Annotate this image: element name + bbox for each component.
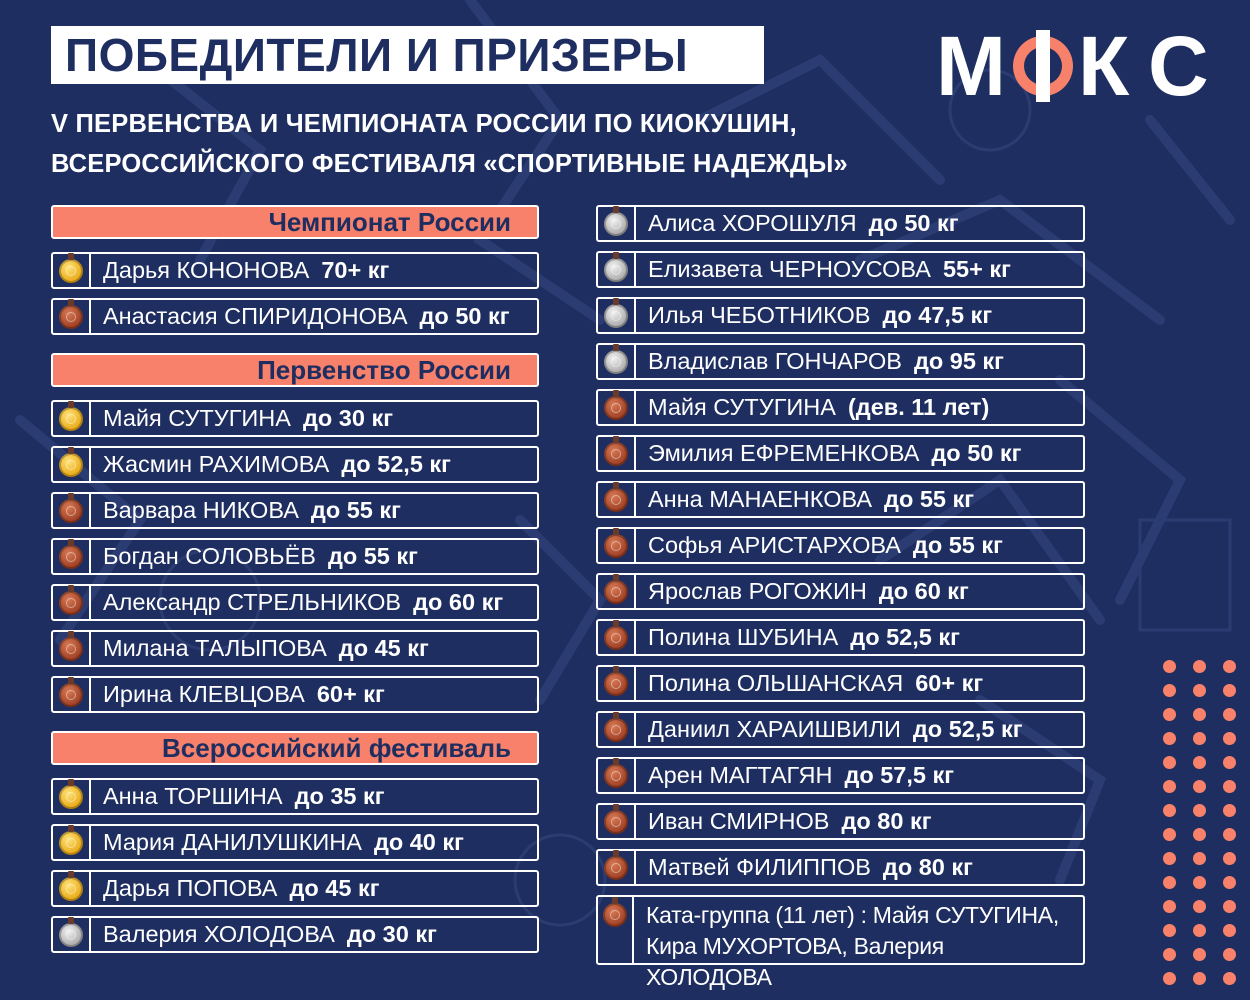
- silver-medal-icon: [604, 212, 628, 236]
- winner-row: [596, 573, 1085, 610]
- weight-category: до 35 кг: [294, 783, 385, 809]
- decorative-dot: [1223, 852, 1236, 865]
- gold-medal-icon: [59, 785, 83, 809]
- decorative-dot: [1223, 828, 1236, 841]
- winner-label: [636, 762, 954, 789]
- bronze-medal-icon: [604, 626, 628, 650]
- winner-row: [51, 676, 539, 713]
- weight-category: до 55 кг: [327, 543, 418, 569]
- medal-cell: [598, 299, 636, 332]
- medal-cell: [598, 391, 636, 424]
- decorative-dot: [1193, 900, 1206, 913]
- weight-category: 60+ кг: [316, 681, 385, 707]
- winner-row: [51, 400, 539, 437]
- athlete-name: Илья ЧЕБОТНИКОВ: [648, 302, 871, 328]
- page-title: ПОБЕДИТЕЛИ И ПРИЗЕРЫ: [51, 26, 764, 84]
- athlete-name: Иван СМИРНОВ: [648, 808, 830, 834]
- bronze-medal-icon: [604, 442, 628, 466]
- athlete-name: Полина ШУБИНА: [648, 624, 839, 650]
- winner-label: [636, 716, 1023, 743]
- medal-cell: [53, 826, 91, 859]
- winner-row: [596, 757, 1085, 794]
- athlete-name: Владислав ГОНЧАРОВ: [648, 348, 902, 374]
- medal-cell: [53, 632, 91, 665]
- page-subtitle: [51, 104, 951, 184]
- winner-label: [636, 624, 960, 651]
- weight-category: (дев. 11 лет): [847, 394, 990, 420]
- decorative-dot: [1163, 876, 1176, 889]
- silver-medal-icon: [604, 258, 628, 282]
- winner-label: [91, 497, 401, 524]
- medal-cell: [53, 300, 91, 333]
- winner-row: [596, 205, 1085, 242]
- athlete-name: Майя СУТУГИНА: [648, 394, 836, 420]
- winner-label: [91, 257, 389, 284]
- athlete-name: Полина ОЛЬШАНСКАЯ: [648, 670, 904, 696]
- athlete-name: Софья АРИСТАРХОВА: [648, 532, 901, 558]
- gold-medal-icon: [59, 259, 83, 283]
- winner-row: [596, 619, 1085, 656]
- winner-row: [596, 711, 1085, 748]
- weight-category: 60+ кг: [915, 670, 984, 696]
- bronze-medal-icon: [604, 396, 628, 420]
- winner-label: [91, 829, 464, 856]
- weight-category: до 52,5 кг: [850, 624, 960, 650]
- decorative-dot: [1193, 732, 1206, 745]
- medal-cell: [53, 872, 91, 905]
- decorative-dot: [1163, 660, 1176, 673]
- silver-medal-icon: [59, 923, 83, 947]
- decorative-dot: [1163, 708, 1176, 721]
- winner-row: [596, 895, 1085, 990]
- athlete-name: Елизавета ЧЕРНОУСОВА: [648, 256, 931, 282]
- winner-label: [91, 783, 385, 810]
- athlete-name: Богдан СОЛОВЬЁВ: [103, 543, 316, 569]
- bronze-medal-icon: [59, 545, 83, 569]
- winner-label: [636, 486, 974, 513]
- winner-row: [51, 824, 539, 861]
- decorative-dot: [1223, 948, 1236, 961]
- winner-label: [91, 451, 451, 478]
- decorative-dot: [1163, 756, 1176, 769]
- medal-cell: [598, 253, 636, 286]
- winner-row: [51, 630, 539, 667]
- decorative-dot: [1223, 876, 1236, 889]
- gold-medal-icon: [59, 407, 83, 431]
- winner-label: [91, 405, 393, 432]
- athlete-name: Ирина КЛЕВЦОВА: [103, 681, 305, 707]
- winner-label: [91, 303, 510, 330]
- decorative-dot: [1193, 660, 1206, 673]
- decorative-dot: [1223, 708, 1236, 721]
- medal-cell: [598, 437, 636, 470]
- winner-label: [91, 589, 503, 616]
- winner-label: [636, 210, 959, 237]
- gold-medal-icon: [59, 877, 83, 901]
- athlete-name: Анастасия СПИРИДОНОВА: [103, 303, 408, 329]
- decorative-dot: [1223, 972, 1236, 985]
- winner-row: [51, 778, 539, 815]
- winner-row: [596, 435, 1085, 472]
- weight-category: до 50 кг: [868, 210, 959, 236]
- athlete-name: Дарья КОНОНОВА: [103, 257, 310, 283]
- medal-cell: [598, 851, 636, 884]
- kata-text: Ката-группа (11 лет) : Майя СУТУГИНА, Кира МУХОРТОВА, Валерия ХОЛОДОВА: [646, 902, 1059, 990]
- decorative-dot: [1193, 852, 1206, 865]
- decorative-dot: [1163, 780, 1176, 793]
- medal-cell: [598, 805, 636, 838]
- decorative-dot: [1193, 972, 1206, 985]
- bronze-medal-icon: [604, 810, 628, 834]
- winner-row: [596, 803, 1085, 840]
- medal-cell: [598, 529, 636, 562]
- medal-cell: [598, 575, 636, 608]
- silver-medal-icon: [604, 350, 628, 374]
- medal-cell: [53, 402, 91, 435]
- winner-label: [636, 256, 1011, 283]
- winner-row: [51, 538, 539, 575]
- silver-medal-icon: [604, 304, 628, 328]
- decorative-dot: [1163, 924, 1176, 937]
- bronze-medal-icon: [604, 718, 628, 742]
- bronze-medal-icon: [59, 683, 83, 707]
- medal-cell: [53, 780, 91, 813]
- decorative-dot: [1193, 828, 1206, 841]
- decorative-dot: [1223, 684, 1236, 697]
- winner-label: [91, 635, 429, 662]
- winner-label: [91, 681, 385, 708]
- athlete-name: Даниил ХАРАИШВИЛИ: [648, 716, 901, 742]
- winner-label: [636, 440, 1021, 467]
- athlete-name: Ярослав РОГОЖИН: [648, 578, 867, 604]
- bronze-medal-icon: [604, 856, 628, 880]
- medal-cell: [53, 494, 91, 527]
- weight-category: до 30 кг: [346, 921, 437, 947]
- athlete-name: Матвей ФИЛИППОВ: [648, 854, 871, 880]
- athlete-name: Мария ДАНИЛУШКИНА: [103, 829, 362, 855]
- athlete-name: Анна ТОРШИНА: [103, 783, 283, 809]
- bronze-medal-icon: [603, 903, 627, 927]
- section-header: Первенство России: [51, 353, 539, 387]
- bronze-medal-icon: [59, 591, 83, 615]
- medal-cell: [53, 678, 91, 711]
- decorative-dot: [1163, 972, 1176, 985]
- winner-row: [51, 916, 539, 953]
- athlete-name: Дарья ПОПОВА: [103, 875, 278, 901]
- bronze-medal-icon: [604, 488, 628, 512]
- winner-row: [596, 389, 1085, 426]
- winner-label: [91, 543, 418, 570]
- decorative-dot: [1163, 828, 1176, 841]
- weight-category: до 57,5 кг: [844, 762, 955, 788]
- winner-label: [91, 921, 437, 948]
- winner-row: [596, 849, 1085, 886]
- winner-label: [636, 578, 969, 605]
- decorative-dot: [1193, 756, 1206, 769]
- decorative-dot: [1163, 684, 1176, 697]
- winner-row: [51, 298, 539, 335]
- medal-cell: [598, 897, 634, 963]
- logo-letter-m: М: [936, 19, 1004, 113]
- decorative-dot: [1223, 756, 1236, 769]
- decorative-dot: [1163, 732, 1176, 745]
- athlete-name: Арен МАГТАГЯН: [648, 762, 833, 788]
- winner-row: [596, 251, 1085, 288]
- bronze-medal-icon: [604, 534, 628, 558]
- weight-category: до 80 кг: [841, 808, 932, 834]
- athlete-name: Эмилия ЕФРЕМЕНКОВА: [648, 440, 920, 466]
- winner-label: [91, 875, 380, 902]
- decorative-dot: [1223, 780, 1236, 793]
- mfks-logo: [936, 19, 1218, 113]
- decorative-dot: [1223, 660, 1236, 673]
- bronze-medal-icon: [604, 764, 628, 788]
- section-header: Чемпионат России: [51, 205, 539, 239]
- winner-label: [636, 532, 1003, 559]
- weight-category: до 40 кг: [373, 829, 464, 855]
- athlete-name: Алиса ХОРОШУЛЯ: [648, 210, 857, 236]
- medal-cell: [598, 667, 636, 700]
- weight-category: до 80 кг: [882, 854, 973, 880]
- bronze-medal-icon: [59, 637, 83, 661]
- weight-category: до 45 кг: [289, 875, 380, 901]
- athlete-name: Валерия ХОЛОДОВА: [103, 921, 335, 947]
- medal-cell: [598, 713, 636, 746]
- decorative-dot: [1193, 948, 1206, 961]
- decorative-dot: [1193, 924, 1206, 937]
- weight-category: до 60 кг: [878, 578, 969, 604]
- winner-row: [596, 297, 1085, 334]
- athlete-name: Варвара НИКОВА: [103, 497, 299, 523]
- logo-letter-s: С: [1148, 19, 1207, 113]
- medal-cell: [53, 448, 91, 481]
- medal-cell: [53, 254, 91, 287]
- decorative-dot: [1163, 948, 1176, 961]
- weight-category: до 52,5 кг: [341, 451, 451, 477]
- decorative-dot: [1223, 900, 1236, 913]
- decorative-dot: [1223, 732, 1236, 745]
- weight-category: до 30 кг: [302, 405, 393, 431]
- winner-label: [636, 394, 989, 421]
- medal-cell: [53, 540, 91, 573]
- weight-category: до 47,5 кг: [882, 302, 993, 328]
- winner-row: [51, 584, 539, 621]
- winner-row: [51, 446, 539, 483]
- decorative-dot: [1193, 780, 1206, 793]
- decorative-dot: [1223, 924, 1236, 937]
- gold-medal-icon: [59, 831, 83, 855]
- decorative-dot: [1193, 684, 1206, 697]
- winner-row: [596, 665, 1085, 702]
- weight-category: до 55 кг: [884, 486, 975, 512]
- decorative-dot: [1193, 876, 1206, 889]
- gold-medal-icon: [59, 453, 83, 477]
- decorative-dot: [1193, 708, 1206, 721]
- medal-cell: [598, 759, 636, 792]
- weight-category: до 52,5 кг: [912, 716, 1023, 742]
- weight-category: до 60 кг: [413, 589, 504, 615]
- section-header: Всероссийский фестиваль: [51, 731, 539, 765]
- winner-row: [51, 870, 539, 907]
- subtitle-line-2: ВСЕРОССИЙСКОГО ФЕСТИВАЛЯ «СПОРТИВНЫЕ НАДЕЖДЫ»: [51, 150, 848, 178]
- athlete-name: Милана ТАЛЫПОВА: [103, 635, 327, 661]
- weight-category: до 55 кг: [310, 497, 401, 523]
- winner-label: [636, 808, 932, 835]
- medal-cell: [598, 345, 636, 378]
- medal-cell: [53, 918, 91, 951]
- winner-row: [51, 252, 539, 289]
- winner-label: [636, 670, 983, 697]
- athlete-name: Майя СУТУГИНА: [103, 405, 291, 431]
- weight-category: до 95 кг: [913, 348, 1004, 374]
- decorative-dot: [1163, 852, 1176, 865]
- athlete-name: Александр СТРЕЛЬНИКОВ: [103, 589, 402, 615]
- weight-category: до 45 кг: [338, 635, 429, 661]
- medal-cell: [598, 621, 636, 654]
- winner-label: [634, 897, 1066, 990]
- bronze-medal-icon: [604, 672, 628, 696]
- bronze-medal-icon: [604, 580, 628, 604]
- winner-row: [51, 492, 539, 529]
- medal-cell: [598, 207, 636, 240]
- logo-letter-k: К: [1078, 19, 1128, 113]
- medal-cell: [53, 586, 91, 619]
- decorative-dot: [1163, 900, 1176, 913]
- weight-category: 55+ кг: [942, 256, 1011, 282]
- winner-label: [636, 854, 973, 881]
- winner-row: [596, 343, 1085, 380]
- athlete-name: Анна МАНАЕНКОВА: [648, 486, 873, 512]
- winner-label: [636, 302, 992, 329]
- decorative-dot: [1223, 804, 1236, 817]
- decorative-dot: [1193, 804, 1206, 817]
- weight-category: до 55 кг: [912, 532, 1003, 558]
- medal-cell: [598, 483, 636, 516]
- weight-category: 70+ кг: [321, 257, 390, 283]
- winner-label: [636, 348, 1004, 375]
- weight-category: до 50 кг: [931, 440, 1022, 466]
- bronze-medal-icon: [59, 499, 83, 523]
- subtitle-line-1: V ПЕРВЕНСТВА И ЧЕМПИОНАТА РОССИИ ПО КИОКУШИН,: [51, 110, 797, 138]
- decorative-dot: [1163, 804, 1176, 817]
- winner-row: [596, 481, 1085, 518]
- weight-category: до 50 кг: [419, 303, 510, 329]
- bronze-medal-icon: [59, 305, 83, 329]
- athlete-name: Жасмин РАХИМОВА: [103, 451, 330, 477]
- winner-row: [596, 527, 1085, 564]
